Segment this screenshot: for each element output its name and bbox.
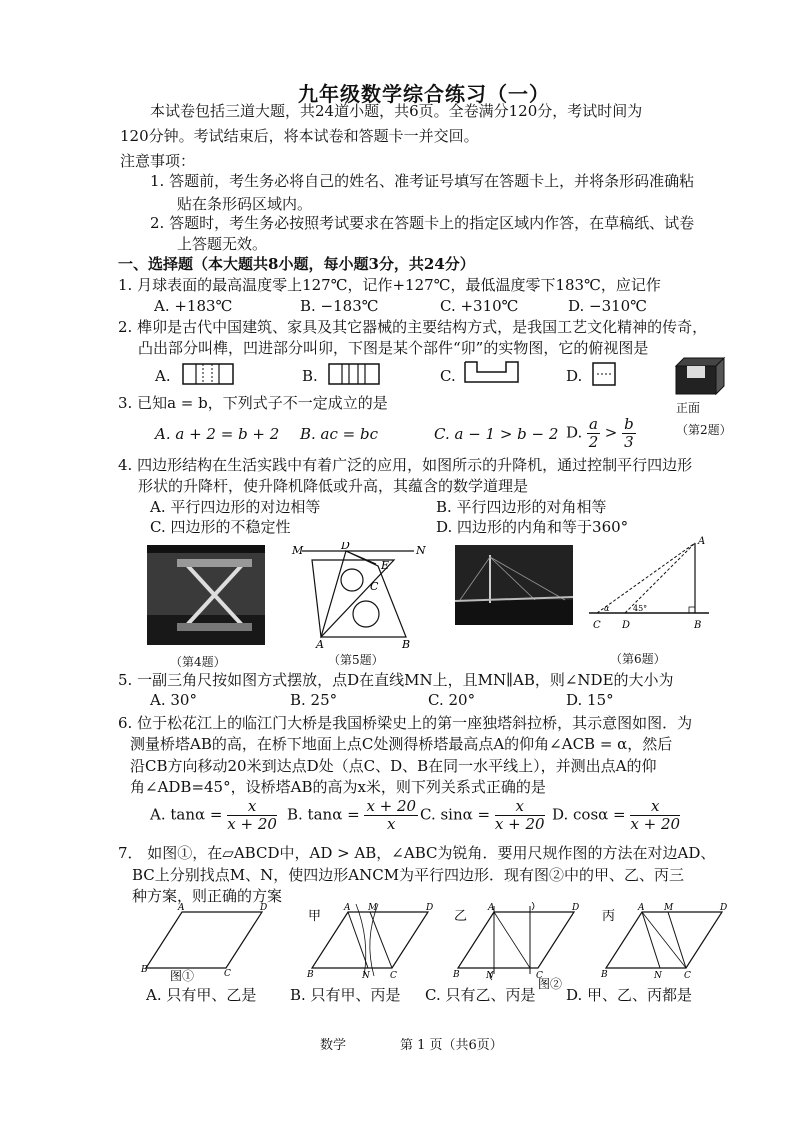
q2-line-1: 2. 榫卯是古代中国建筑、家具及其它器械的主要结构方式，是我国工艺文化精神的传奇， [118,318,708,336]
q4-option-a: A. 平行四边形的对边相等 [150,498,321,516]
q7-jia-label-c: C [390,971,397,981]
q3-d-operator: > [604,423,618,442]
q7-yi-label-a: A [488,903,495,913]
note-2-line-2: 上答题无效。 [177,235,268,253]
q4-line-1: 4. 四边形结构在生活实践中有着广泛的应用，如图所示的升降机，通过控制平行四边形 [118,456,693,474]
q6-a-numerator: x [227,798,277,816]
footer-page: 第 1 页（共6页） [400,1038,503,1053]
q6-b-denominator: x [387,815,396,833]
q1-option-c: C. +310℃ [440,297,519,315]
q5-label-e: E [381,559,390,572]
q6-option-d [552,798,680,833]
q6-a-fraction [227,798,277,833]
section-heading: 一、选择题（本大题共8小题，每小题3分，共24分） [118,255,475,273]
q2-line-2: 凸出部分叫榫，凹进部分叫卯，下图是某个部件“卯”的实物图，它的俯视图是 [138,339,649,357]
q5-label-b: B [402,638,411,650]
q7-yi-label-b: B [453,970,460,980]
q5-option-b: B. 25° [290,691,338,709]
q6-option-c [420,798,545,833]
q7-fig1-label-d: D [260,903,268,913]
q7-jia-label-b: B [307,970,314,980]
q7-option-d: D. 甲、乙、丙都是 [566,986,693,1004]
q7-figure-yi [452,902,582,992]
q6-option-a [150,798,277,833]
q7-jia-label-d: D [426,903,434,913]
q2-option-d-figure [592,362,618,386]
q7-figure-jia [306,902,436,982]
q4-option-c: C. 四边形的不稳定性 [150,518,291,536]
q2-front-label: 正面 [676,401,701,415]
q1-option-b: B. −183℃ [300,297,379,315]
notes-title: 注意事项： [120,152,196,170]
q6-bridge-photo [455,545,573,625]
q1-option-a: A. +183℃ [154,297,233,315]
q5-stem: 5. 一副三角尺按如图方式摆放，点D在直线MN上，且MN∥AB，则∠NDE的大小为 [118,671,674,689]
q7-figure-bing [600,902,730,982]
q2-option-a: A. [155,367,171,385]
q7-jia-label-m: M [368,903,378,913]
q3-d-denominator-1: 2 [588,433,599,451]
q3-d-fraction-2 [622,416,636,451]
q2-caption: （第2题） [676,423,732,437]
q7-jia-label-a: A [344,903,351,913]
q7-yi-label-d: D [572,903,580,913]
intro-line-2: 120分钟。考试结束后，将本试卷和答题卡一并交回。 [120,127,479,145]
q6-d-fraction [630,798,680,833]
q6-b-numerator: x + 20 [366,797,417,815]
q7-option-b: B. 只有甲、丙是 [290,986,401,1004]
q6-line-1: 6. 位于松花江上的临江门大桥是我国桥梁史上的第一座独塔斜拉桥，其示意图如图．为 [118,714,693,732]
q5-label-c: C [370,580,379,593]
q6-label-b: B [694,620,702,631]
q7-line-1: 7． 如图①，在▱ABCD中，AD > AB，∠ABC为锐角．要用尺规作图的方法在对边AD、 [118,844,716,862]
q7-bing-label-m: M [664,903,674,913]
q2-option-b-figure [328,363,380,385]
q2-option-c: C. [440,367,456,385]
q3-option-d-label: D. [566,423,583,442]
q6-d-numerator: x [630,798,680,816]
q2-mortise-photo [674,352,726,398]
q1-option-d: D. −310℃ [568,297,648,315]
q2-option-b: B. [302,367,318,385]
q7-label-yi: 乙 [454,909,468,924]
footer-subject: 数学 [320,1038,347,1053]
q7-option-a: A. 只有甲、乙是 [146,986,257,1004]
q6-c-fraction [495,798,545,833]
q3-d-numerator-1: a [589,415,598,433]
q5-label-m: M [292,544,304,557]
q3-d-fraction-1 [587,416,600,451]
q7-fig2-caption: 图② [538,977,563,991]
q3-option-a: A. a + 2 = b + 2 [155,425,280,443]
q3-option-b: B. ac = bc [300,425,379,443]
q6-c-prefix: C. sinα = [420,805,491,824]
q4-line-2: 形状的升降杆，使升降机降低或升高，其蕴含的数学道理是 [138,477,529,495]
q3-d-numerator-2: b [624,415,634,433]
q7-fig1-label-a: A [178,903,185,913]
q6-b-fraction [364,798,418,833]
q6-label-c: C [593,620,601,631]
q7-fig1-label-b: B [141,965,148,975]
q3-d-denominator-2: 3 [624,433,634,451]
q4-caption: （第4题） [170,655,226,669]
q7-line-3: 种方案，则正确的方案 [132,887,283,905]
note-2-line-1: 2. 答题时，考生务必按照考试要求在答题卡上的指定区域内作答，在草稿纸、试卷 [150,214,695,232]
q3-option-c: C. a − 1 > b − 2 [434,425,559,443]
q7-label-jia: 甲 [308,909,322,924]
q7-jia-label-n: N [362,971,370,981]
q7-label-bing: 丙 [602,909,616,924]
q3-option-d [566,416,636,451]
q4-option-b: B. 平行四边形的对角相等 [436,498,607,516]
q6-label-45: 45° [633,604,648,613]
q7-option-c: C. 只有乙、丙是 [425,986,536,1004]
q2-option-d: D. [566,367,583,385]
q7-bing-label-d: D [720,903,728,913]
q5-option-d: D. 15° [566,691,614,709]
q7-bing-label-c: C [684,971,691,981]
q5-label-a: A [316,638,324,650]
intro-line-1: 本试卷包括三道大题，共24道小题，共6页。全卷满分120分，考试时间为 [150,102,643,120]
q6-line-2: 测量桥塔AB的高，在桥下地面上点C处测得桥塔最高点A的仰角∠ACB = α，然后 [130,735,673,753]
q6-a-denominator: x + 20 [227,815,277,833]
q7-fig1-label-c: C [224,969,231,979]
q5-label-n: N [416,544,426,557]
q3-stem: 3. 已知a = b，下列式子不一定成立的是 [118,394,388,412]
q6-label-d: D [622,620,631,631]
note-1-line-1: 1. 答题前，考生务必将自己的姓名、准考证号填写在答题卡上，并将条形码准确粘 [150,172,695,190]
q6-a-prefix: A. tanα = [150,805,223,824]
q7-bing-label-b: B [601,970,608,980]
q6-c-numerator: x [495,798,545,816]
q6-option-b [287,798,418,833]
q7-yi-label-n: N [486,971,494,981]
q6-figure [585,535,715,635]
q7-line-2: BC上分别找点M、N，使四边形ANCM为平行四边形．现有图②中的甲、乙、丙三 [132,866,685,884]
q6-c-denominator: x + 20 [494,815,545,833]
q7-bing-label-a: A [638,903,645,913]
q1-stem: 1. 月球表面的最高温度零上127℃，记作+127℃，最低温度零下183℃，应记作 [118,276,661,294]
q7-yi-label-c: C [536,971,543,981]
page-title: 九年级数学综合练习（一） [298,82,550,106]
q6-b-prefix: B. tanα = [287,805,360,824]
q5-figure [288,542,428,650]
q6-label-alpha: α [604,604,610,613]
q5-option-a: A. 30° [150,691,197,709]
q7-figure-1 [140,902,270,982]
q6-d-denominator: x + 20 [630,815,681,833]
q6-line-4: 角∠ADB=45°，设桥塔AB的高为x米，则下列关系式正确的是 [130,778,546,796]
q4-option-d: D. 四边形的内角和等于360° [436,518,629,536]
q5-option-c: C. 20° [428,691,476,709]
q2-option-c-figure [464,360,520,384]
q7-bing-label-n: N [654,971,662,981]
q7-fig1-caption: 图① [170,969,195,982]
q6-line-3: 沿CB方向移动20米到达点D处（点C、D、B在同一水平线上），并测出点A的仰 [130,757,657,775]
q5-label-d: D [341,542,350,552]
q4-lift-photo [147,545,265,645]
note-1-line-2: 贴在条形码区域内。 [177,195,313,213]
q6-d-prefix: D. cosα = [552,805,626,824]
q6-label-a: A [698,536,706,547]
q6-caption: （第6题） [610,652,666,666]
q2-option-a-figure [182,363,234,385]
q5-caption: （第5题） [328,653,384,667]
